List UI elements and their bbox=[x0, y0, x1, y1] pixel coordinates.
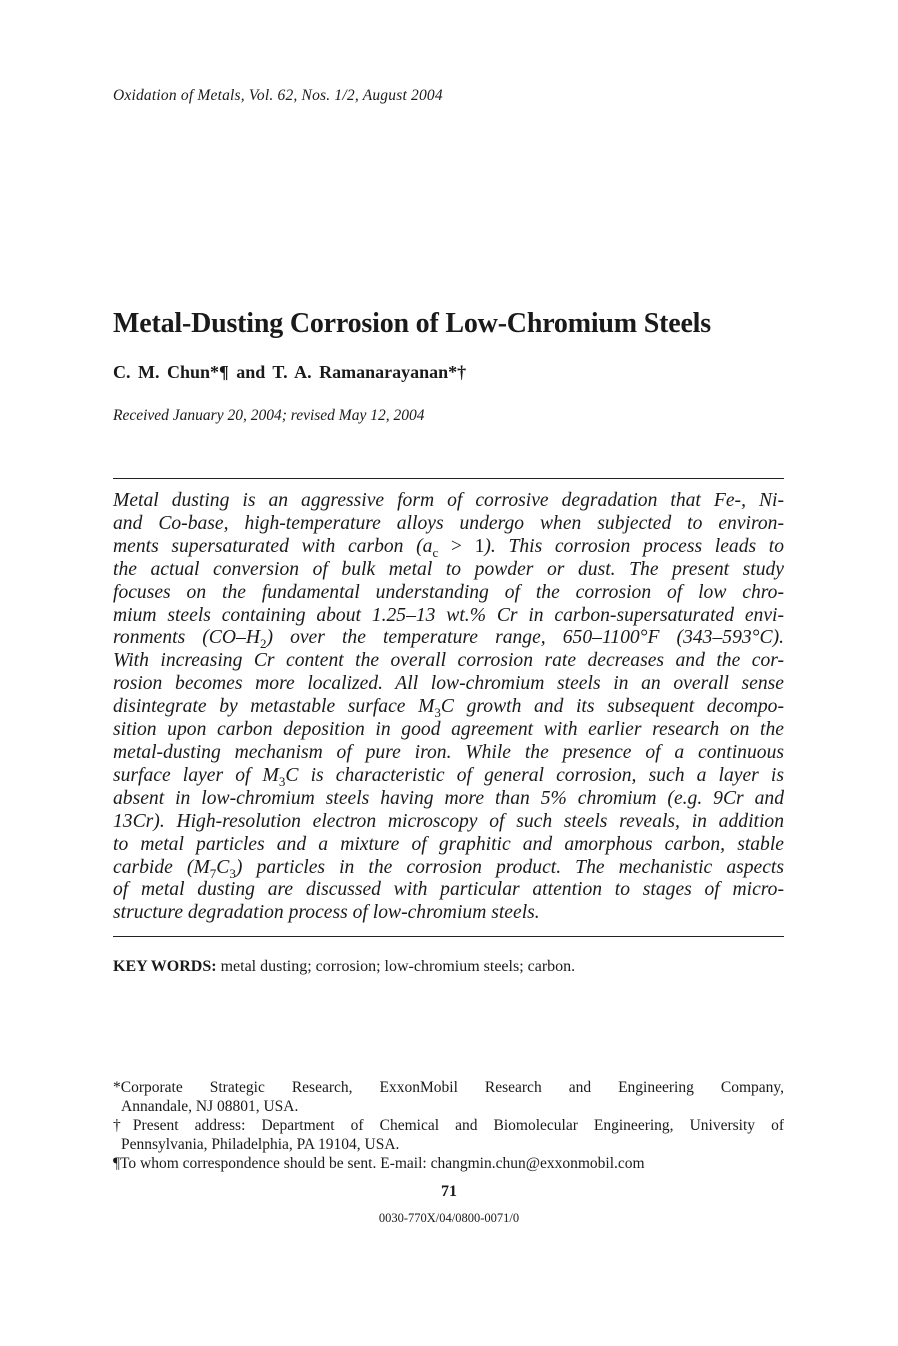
abstract-bottom-rule bbox=[113, 936, 784, 937]
footnotes bbox=[113, 1078, 784, 1173]
page-number: 71 bbox=[441, 1183, 457, 1200]
abstract-line: metal-dusting mechanism of pure iron. While the presence of a continuous bbox=[113, 741, 784, 763]
article-authors: C. M. Chun*¶ and T. A. Ramanarayanan*† bbox=[113, 362, 467, 382]
abstract-line: focuses on the fundamental understanding of the corrosion of low chro- bbox=[113, 581, 784, 603]
keywords bbox=[113, 958, 575, 976]
abstract-line: to metal particles and a mixture of graphitic and amorphous carbon, stable bbox=[113, 833, 784, 855]
footnote-line: Annandale, NJ 08801, USA. bbox=[121, 1098, 299, 1115]
abstract-line: surface layer of $M_3C$ is characteristic of general corrosion, such a layer is bbox=[113, 764, 785, 789]
abstract-line: 13Cr). High-resolution electron microscopy of such steels reveals, in addition bbox=[113, 810, 784, 832]
received-dates: Received January 20, 2004; revised May 12, 2004 bbox=[113, 407, 425, 424]
abstract-line: mium steels containing about 1.25–13 wt.% Cr in carbon-supersaturated envi- bbox=[113, 604, 784, 626]
abstract-line: and Co-base, high-temperature alloys undergo when subjected to environ- bbox=[113, 512, 784, 534]
footnote-line: †Present address: Department of Chemical and Biomolecular Engineering, University of bbox=[113, 1117, 784, 1134]
abstract-line: structure degradation process of low-chromium steels. bbox=[113, 902, 540, 924]
abstract-line: rosion becomes more localized. All low-chromium steels in an overall sense bbox=[113, 673, 784, 695]
journal-citation: Oxidation of Metals, Vol. 62, Nos. 1/2, August 2004 bbox=[113, 87, 443, 104]
abstract-line: carbide $(M_7C_3)$ particles in the corrosion product. The mechanistic aspects bbox=[113, 856, 784, 881]
abstract-line: the actual conversion of bulk metal to powder or dust. The present study bbox=[113, 558, 784, 580]
abstract-line: of metal dusting are discussed with particular attention to stages of micro- bbox=[113, 879, 784, 901]
abstract-line: disintegrate by metastable surface $M_3C$ growth and its subsequent decompo- bbox=[113, 696, 785, 721]
article-code: 0030-770X/04/0800-0071/0 bbox=[378, 1211, 520, 1225]
footnote-line: Pennsylvania, Philadelphia, PA 19104, USA. bbox=[121, 1136, 400, 1153]
abstract bbox=[113, 490, 784, 925]
abstract-line: sition upon carbon deposition in good agreement with earlier research on the bbox=[113, 719, 784, 741]
abstract-line: ments supersaturated with carbon $(a_c > 1)$. This corrosion process leads to bbox=[113, 535, 785, 560]
abstract-line: absent in low-chromium steels having more than 5% chromium (e.g. 9Cr and bbox=[113, 787, 784, 809]
abstract-line: Metal dusting is an aggressive form of corrosive degradation that Fe-, Ni- bbox=[113, 490, 784, 511]
footnote-correspondence bbox=[113, 1154, 784, 1173]
footnote-affiliation bbox=[113, 1078, 784, 1116]
footnote-present-address bbox=[113, 1116, 784, 1154]
footnote-line: ¶To whom correspondence should be sent. E-mail: changmin.chun@exxonmobil.com bbox=[113, 1155, 645, 1172]
abstract-top-rule bbox=[113, 478, 784, 479]
abstract-line: ronments $(CO-H_2)$ over the temperature range, 650–1100°F (343–593°C). bbox=[113, 627, 784, 652]
keywords-text: metal dusting; corrosion; low-chromium steels; carbon. bbox=[220, 958, 576, 975]
abstract-line: With increasing Cr content the overall corrosion rate decreases and the cor- bbox=[113, 650, 784, 672]
keywords-label: KEY WORDS: bbox=[113, 958, 217, 975]
article-title: Metal-Dusting Corrosion of Low-Chromium Steels bbox=[113, 308, 711, 339]
footnote-line: *Corporate Strategic Research, ExxonMobil Research and Engineering Company, bbox=[113, 1079, 784, 1096]
